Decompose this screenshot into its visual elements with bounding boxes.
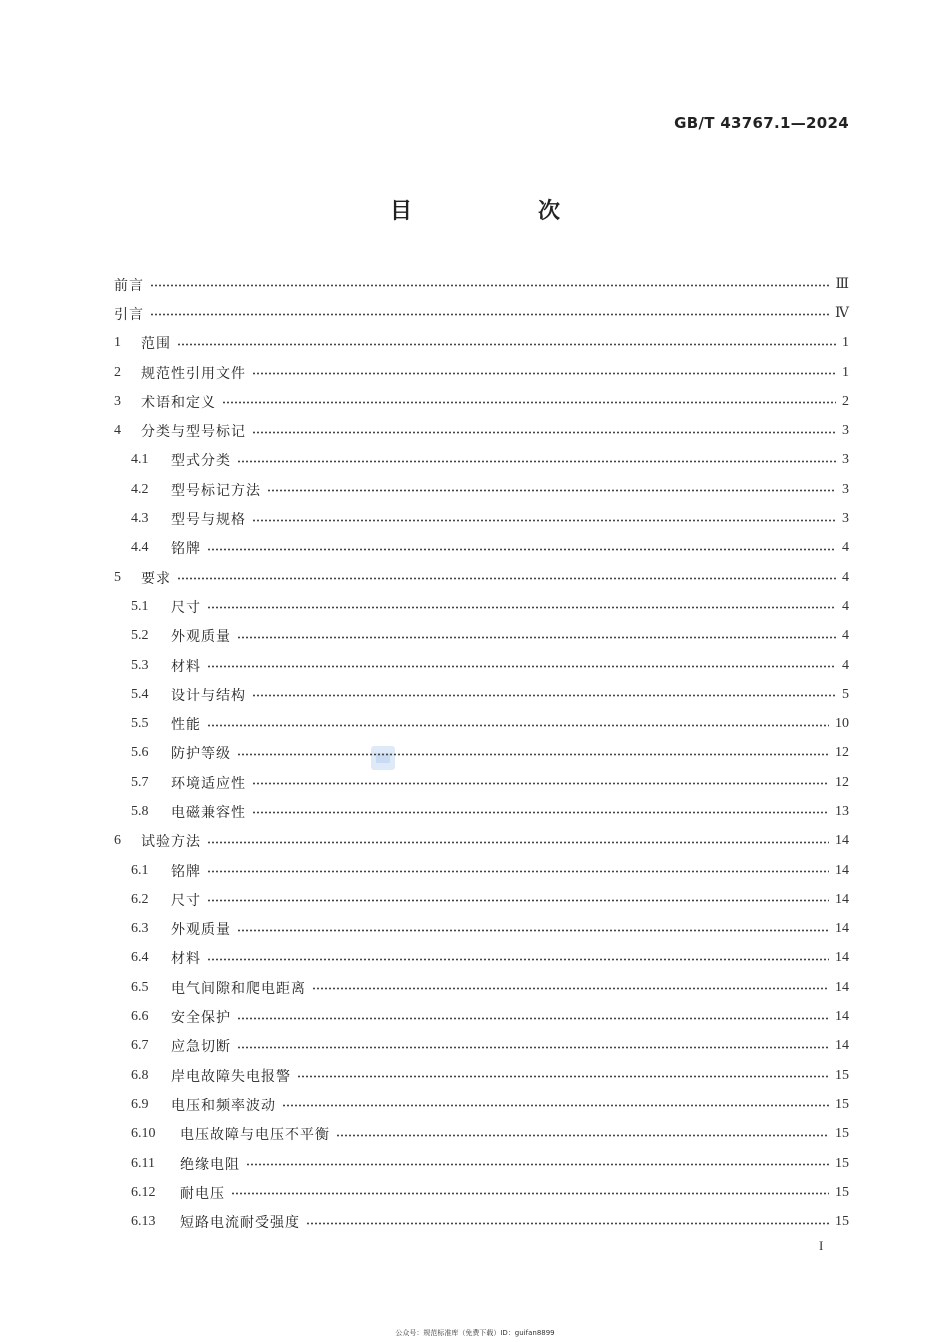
toc-entry-title: 电压和频率波动	[171, 1097, 276, 1114]
toc-entry[interactable]	[114, 358, 849, 387]
toc-leader-dots	[231, 1192, 829, 1195]
toc-entry-page: 15	[835, 1067, 849, 1083]
toc-entry-page: 14	[835, 921, 849, 937]
toc-entry-number: 6.2	[131, 891, 149, 907]
toc-entry-page: 15	[835, 1096, 849, 1112]
toc-leader-dots	[312, 987, 829, 990]
toc-entry-number: 5.4	[131, 686, 149, 702]
toc-entry-number: 4.3	[131, 511, 149, 527]
toc-entry[interactable]	[114, 797, 849, 826]
toc-entry-page: 14	[835, 1038, 849, 1054]
toc-entry[interactable]	[114, 299, 849, 328]
toc-entry[interactable]	[114, 944, 849, 973]
toc-entry-title: 试验方法	[141, 834, 201, 851]
toc-entry-title: 性能	[171, 717, 201, 734]
toc-title: 目 次	[389, 199, 612, 224]
toc-entry-title: 分类与型号标记	[141, 424, 246, 441]
toc-entry-number: 6.13	[131, 1214, 156, 1230]
toc-leader-dots	[252, 782, 829, 785]
toc-entry-title: 岸电故障失电报警	[171, 1068, 291, 1085]
toc-entry-title: 绝缘电阻	[180, 1156, 240, 1173]
toc-entry-number: 2	[114, 364, 121, 380]
footer-note: 公众号：规范标准库（免费下载）ID：guifan8899	[395, 1329, 555, 1337]
toc-entry[interactable]	[114, 651, 849, 680]
toc-leader-dots	[267, 489, 836, 492]
toc-entry-number: 5	[114, 569, 121, 585]
toc-entry-page: 5	[842, 686, 849, 702]
toc-entry-page: 15	[835, 1155, 849, 1171]
toc-entry-number: 6.8	[131, 1067, 149, 1083]
toc-entry-page: 14	[835, 891, 849, 907]
toc-entry-number: 6.1	[131, 862, 149, 878]
toc-entry-title: 尺寸	[171, 599, 201, 616]
toc-leader-dots	[207, 841, 829, 844]
toc-entry[interactable]	[114, 1120, 849, 1149]
toc-entry-title: 材料	[171, 658, 201, 675]
toc-entry-page: 13	[835, 803, 849, 819]
toc-leader-dots	[207, 958, 829, 961]
standard-code: GB/T 43767.1—2024	[674, 114, 849, 132]
toc-entry-page: Ⅲ	[835, 277, 849, 293]
toc-leader-dots	[246, 1163, 829, 1166]
toc-leader-dots	[207, 665, 836, 668]
toc-entry[interactable]	[114, 416, 849, 445]
toc-entry-title: 外观质量	[171, 629, 231, 646]
toc-entry-title: 术语和定义	[141, 394, 216, 411]
toc-entry-number: 6.3	[131, 921, 149, 937]
toc-entry-page: 1	[842, 364, 849, 380]
toc-entry-title: 型式分类	[171, 453, 231, 470]
toc-entry-number: 6.5	[131, 979, 149, 995]
toc-leader-dots	[207, 724, 829, 727]
toc-entry-number: 4.4	[131, 540, 149, 556]
toc-entry-page: 1	[842, 335, 849, 351]
toc-entry[interactable]	[114, 1178, 849, 1207]
toc-entry[interactable]	[114, 856, 849, 885]
toc-entry[interactable]	[114, 504, 849, 533]
toc-entry[interactable]	[114, 768, 849, 797]
toc-leader-dots	[252, 694, 836, 697]
toc-entry-number: 6.12	[131, 1184, 156, 1200]
toc-entry[interactable]	[114, 446, 849, 475]
toc-entry-page: Ⅳ	[835, 306, 849, 322]
toc-entry-title: 外观质量	[171, 922, 231, 939]
toc-entry[interactable]	[114, 592, 849, 621]
toc-leader-dots	[237, 460, 836, 463]
toc-entry-title: 应急切断	[171, 1039, 231, 1056]
toc-entry-number: 3	[114, 393, 121, 409]
toc-entry[interactable]	[114, 475, 849, 504]
toc-entry-title: 防护等级	[171, 746, 231, 763]
toc-entry-number: 6.10	[131, 1126, 156, 1142]
toc-entry-number: 1	[114, 335, 121, 351]
toc-entry-number: 6.11	[131, 1155, 155, 1171]
toc-leader-dots	[150, 284, 829, 287]
toc-entry[interactable]	[114, 915, 849, 944]
toc-entry-page: 4	[842, 598, 849, 614]
toc-entry-title: 铭牌	[171, 541, 201, 558]
toc-entry-title: 铭牌	[171, 863, 201, 880]
toc-leader-dots	[237, 1046, 829, 1049]
toc-leader-dots	[177, 577, 836, 580]
toc-entry-number: 5.2	[131, 628, 149, 644]
toc-entry-page: 14	[835, 1009, 849, 1025]
toc-entry[interactable]	[114, 827, 849, 856]
toc-entry[interactable]	[114, 1208, 849, 1237]
toc-leader-dots	[237, 753, 829, 756]
toc-entry-title: 前言	[114, 277, 144, 294]
toc-entry-number: 6.6	[131, 1009, 149, 1025]
toc-leader-dots	[282, 1104, 829, 1107]
toc-entry-title: 规范性引用文件	[141, 365, 246, 382]
toc-leader-dots	[207, 899, 829, 902]
toc-entry-number: 6.9	[131, 1096, 149, 1112]
toc-entry-page: 12	[835, 774, 849, 790]
toc-entry[interactable]	[114, 563, 849, 592]
toc-leader-dots	[222, 401, 836, 404]
toc-leader-dots	[207, 606, 836, 609]
toc-entry[interactable]	[114, 973, 849, 1002]
toc-entry-title: 环境适应性	[171, 775, 246, 792]
toc-entry-title: 范围	[141, 336, 171, 353]
toc-entry-number: 4.2	[131, 481, 149, 497]
toc-entry-title: 型号与规格	[171, 512, 246, 529]
toc-entry-title: 耐电压	[180, 1185, 225, 1202]
toc-entry-title: 材料	[171, 951, 201, 968]
toc-entry-number: 6.7	[131, 1038, 149, 1054]
toc-entry-number: 5.6	[131, 745, 149, 761]
toc-entry[interactable]	[114, 1032, 849, 1061]
page-number: I	[819, 1238, 824, 1253]
toc-entry-number: 5.5	[131, 716, 149, 732]
toc-leader-dots	[297, 1075, 829, 1078]
toc-entry[interactable]	[114, 534, 849, 563]
toc-leader-dots	[306, 1222, 829, 1225]
toc-entry-page: 4	[842, 657, 849, 673]
toc-entry-page: 3	[842, 481, 849, 497]
toc-entry-title: 安全保护	[171, 1010, 231, 1027]
toc-entry-page: 3	[842, 511, 849, 527]
toc-leader-dots	[150, 313, 829, 316]
toc-entry-title: 电气间隙和爬电距离	[171, 980, 306, 997]
toc-entry[interactable]	[114, 709, 849, 738]
toc-leader-dots	[207, 548, 836, 551]
toc-entry[interactable]	[114, 622, 849, 651]
toc-leader-dots	[237, 929, 829, 932]
table-of-contents	[114, 270, 849, 1237]
toc-entry-title: 电磁兼容性	[171, 804, 246, 821]
toc-leader-dots	[252, 811, 829, 814]
toc-entry-page: 3	[842, 452, 849, 468]
toc-entry-page: 14	[835, 950, 849, 966]
toc-entry-number: 5.7	[131, 774, 149, 790]
toc-leader-dots	[252, 519, 836, 522]
toc-leader-dots	[336, 1134, 829, 1137]
toc-entry[interactable]	[114, 1061, 849, 1090]
toc-entry-page: 15	[835, 1184, 849, 1200]
toc-entry-page: 15	[835, 1126, 849, 1142]
toc-leader-dots	[252, 372, 836, 375]
toc-entry[interactable]	[114, 739, 849, 768]
toc-entry-number: 5.8	[131, 803, 149, 819]
toc-entry-page: 2	[842, 393, 849, 409]
toc-entry[interactable]	[114, 387, 849, 416]
toc-entry[interactable]	[114, 680, 849, 709]
toc-entry-title: 尺寸	[171, 892, 201, 909]
toc-entry-page: 15	[835, 1214, 849, 1230]
toc-leader-dots	[252, 431, 836, 434]
toc-entry-title: 要求	[141, 570, 171, 587]
toc-entry[interactable]	[114, 329, 849, 358]
toc-entry-page: 4	[842, 540, 849, 556]
toc-entry-title: 设计与结构	[171, 687, 246, 704]
toc-entry-page: 14	[835, 979, 849, 995]
toc-entry-page: 14	[835, 862, 849, 878]
toc-entry[interactable]	[114, 885, 849, 914]
toc-entry-page: 4	[842, 628, 849, 644]
toc-leader-dots	[237, 636, 836, 639]
toc-entry-number: 6	[114, 833, 121, 849]
toc-entry-page: 4	[842, 569, 849, 585]
toc-entry-number: 4	[114, 423, 121, 439]
toc-entry-title: 短路电流耐受强度	[180, 1215, 300, 1232]
toc-leader-dots	[207, 870, 829, 873]
toc-entry-page: 10	[835, 716, 849, 732]
toc-entry-title: 电压故障与电压不平衡	[180, 1127, 330, 1144]
toc-entry-page: 14	[835, 833, 849, 849]
toc-leader-dots	[177, 343, 836, 346]
toc-entry-number: 5.3	[131, 657, 149, 673]
toc-entry-number: 4.1	[131, 452, 149, 468]
toc-entry-title: 引言	[114, 306, 144, 323]
toc-entry-page: 12	[835, 745, 849, 761]
toc-leader-dots	[237, 1017, 829, 1020]
toc-entry[interactable]	[114, 270, 849, 299]
toc-entry[interactable]	[114, 1149, 849, 1178]
toc-entry-number: 5.1	[131, 598, 149, 614]
toc-entry-page: 3	[842, 423, 849, 439]
toc-entry-number: 6.4	[131, 950, 149, 966]
toc-entry[interactable]	[114, 1002, 849, 1031]
toc-entry-title: 型号标记方法	[171, 482, 261, 499]
toc-entry[interactable]	[114, 1090, 849, 1119]
